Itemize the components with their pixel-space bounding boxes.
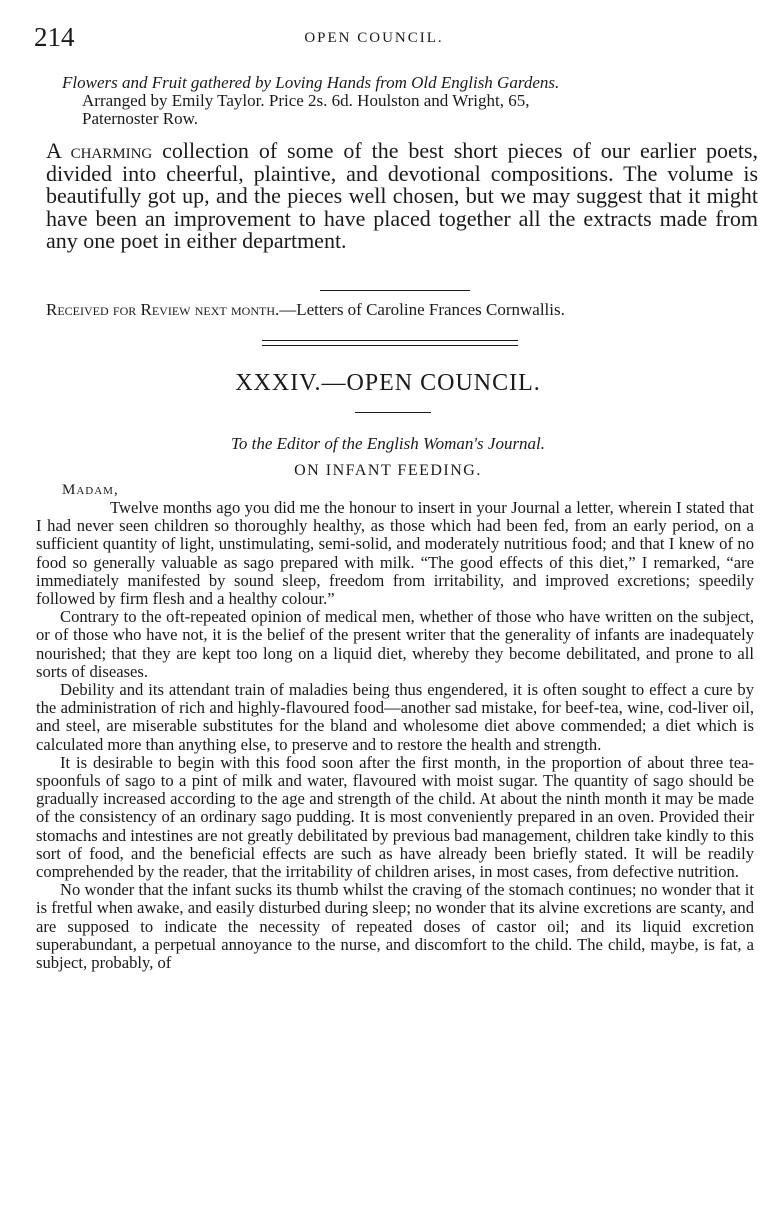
received-for-review-note xyxy=(46,300,762,320)
running-head: OPEN COUNCIL. xyxy=(304,30,444,46)
letter-paragraph-2: Contrary to the oft-repeated opinion of medical men, whether of those who have written on the subject, or of those who have not, it is the belief of the present writer that the generality of infants are inadequately nourished; that they are kept too long on a liquid diet, whereby they become debilitated, and prone to all sorts of diseases. xyxy=(36,607,754,681)
letter-paragraph-4: It is desirable to begin with this food soon after the first month, in the proportion of about three tea-spoonfuls of sago to a pint of milk and water, flavoured with moist sugar. The quantity of sago should be gradually increased according to the age and strength of the child. At about the ninth month it may be made of the consistency of an ordinary sago pudding. It is most conveniently prepared in an oven. Provided their stomachs and intestines are not greatly debilitated by previous bad management, children take kindly to this sort of food, and the beneficial effects are such as have already been briefly stated. It will be readily comprehended by the reader, that the irritability of children arises, in most cases, from defective nutrition. xyxy=(36,752,754,882)
salutation: Madam, xyxy=(62,482,119,498)
section-double-rule xyxy=(262,340,518,346)
letter-paragraph-5: No wonder that the infant sucks its thumb whilst the craving of the stomach continues; no wonder that it is fretful when awake, and easily disturbed during sleep; no wonder that its alvine excretions are scanty, and are supposed to indicate the necessity of repeated doses of castor oil; and its liquid excretion superabundant, a perpetual annoyance to the nurse, and discomfort to the child. The child, maybe, is fat, a subject, probably, of xyxy=(36,880,754,973)
received-text: —Letters of Caroline Frances Cornwallis. xyxy=(279,300,565,319)
received-label: Received for Review next month. xyxy=(46,300,280,319)
page-header xyxy=(34,22,754,56)
book-title: Flowers and Fruit gathered by Loving Hands from Old English Gardens. xyxy=(62,73,560,92)
page-number: 214 xyxy=(34,22,75,52)
letter-body xyxy=(36,499,754,972)
review-lead-words: A charming xyxy=(46,138,153,163)
title-underline-rule xyxy=(355,412,431,413)
letter-paragraph-3: Debility and its attendant train of maladies being thus engendered, it is often sought to effect a cure by the administration of rich and highly-flavoured food—another sad mistake, for beef-tea, wine, cod-liver oil, and steel, are miserable substitutes for the bland and wholesome diet above commended; a diet which is calculated more than anything else, to preserve and to restore the health and strength. xyxy=(36,680,754,754)
section-title: XXXIV.—OPEN COUNCIL. xyxy=(235,370,541,396)
divider-rule xyxy=(320,290,470,291)
review-paragraph xyxy=(46,140,758,253)
book-details-line-1: Arranged by Emily Taylor. Price 2s. 6d. Houlston and Wright, 65, xyxy=(82,91,530,110)
letter-subtitle: ON INFANT FEEDING. xyxy=(294,462,482,479)
review-body-text: collection of some of the best short pieces of our earlier poets, divided into cheerful, plaintive, and devotional compositions. The volume is beautifully got up, and the pieces well chosen, but we may suggest that it might have been an improvement to have placed together all the extracts made from any one poet in either department. xyxy=(46,138,758,253)
book-review-text xyxy=(46,140,758,253)
letter-paragraph-1: Twelve months ago you did me the honour to insert in your Journal a letter, wherein I stated that I had never seen children so thoroughly healthy, as those which had been fed, from an early period, on a sufficient quantity of light, unstimulating, semi-solid, and moderately nutritious food; and that I knew of no food so generally valuable as sago prepared with milk. “The good effects of this diet,” I remarked, “are immediately manifested by sound sleep, freedom from irritability, and improved excretions; speedily followed by firm flesh and a healthy colour.” xyxy=(36,498,754,609)
book-details-line-2: Paternoster Row. xyxy=(82,109,198,128)
editor-address-line: To the Editor of the English Woman's Journal. xyxy=(230,434,546,453)
book-review-citation xyxy=(62,74,762,128)
